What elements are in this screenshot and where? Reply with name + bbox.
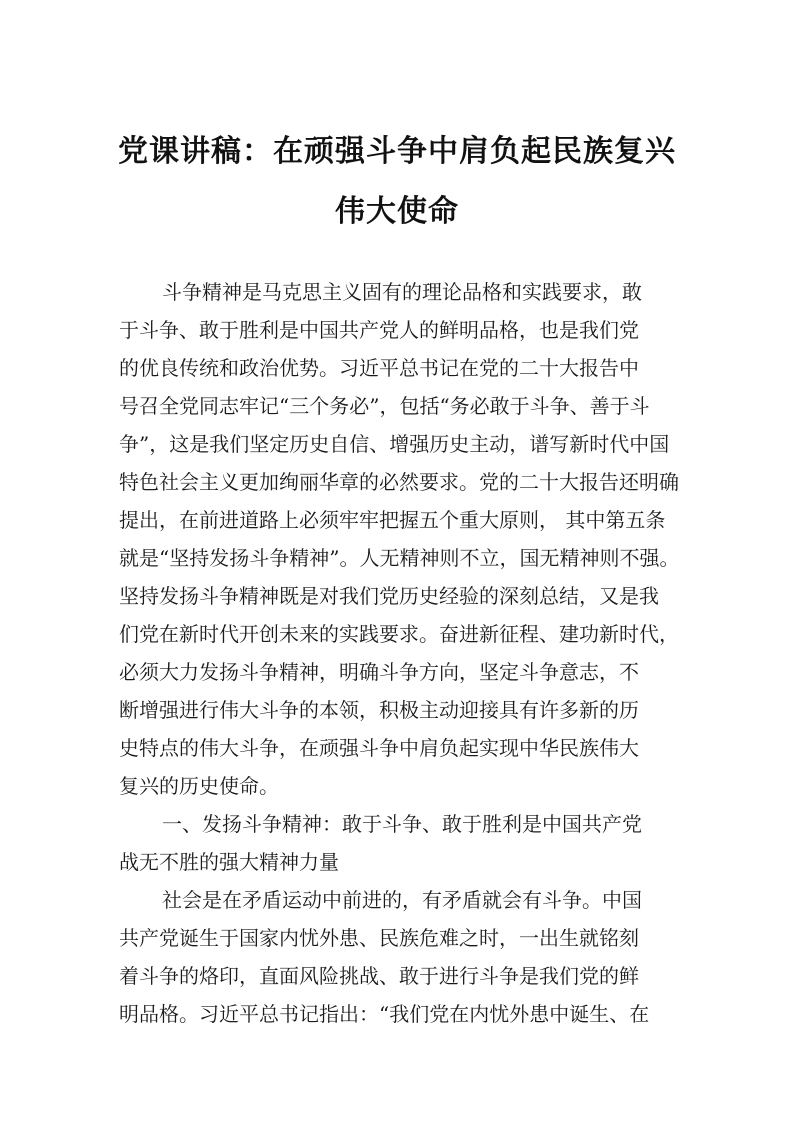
paragraph-line: 复兴的历史使命。 bbox=[119, 774, 279, 798]
section-heading-line: 战无不胜的强大精神力量 bbox=[119, 850, 339, 874]
paragraph-line: 的优良传统和政治优势。习近平总书记在党的二十大报告中 bbox=[119, 356, 639, 380]
paragraph-line: 于斗争、敢于胜利是中国共产党人的鲜明品格，也是我们党 bbox=[119, 318, 639, 342]
paragraph-line: 明品格。习近平总书记指出：“我们党在内忧外患中诞生、在 bbox=[119, 1002, 650, 1026]
paragraph-line: 们党在新时代开创未来的实践要求。奋进新征程、建功新时代， bbox=[119, 622, 679, 646]
document-title-line-1: 党课讲稿：在顽强斗争中肩负起民族复兴 bbox=[118, 134, 676, 169]
paragraph-line: 就是“坚持发扬斗争精神”。人无精神则不立，国无精神则不强。 bbox=[119, 546, 680, 570]
document-title-line-2: 伟大使命 bbox=[335, 194, 459, 229]
paragraph-line: 社会是在矛盾运动中前进的，有矛盾就会有斗争。中国 bbox=[162, 888, 642, 912]
paragraph-line: 提出，在前进道路上必须牢牢把握五个重大原则， 其中第五条 bbox=[119, 508, 666, 532]
paragraph-line: 断增强进行伟大斗争的本领，积极主动迎接具有许多新的历 bbox=[119, 698, 639, 722]
paragraph-line: 必须大力发扬斗争精神，明确斗争方向，坚定斗争意志，不 bbox=[119, 660, 639, 684]
paragraph-line: 史特点的伟大斗争，在顽强斗争中肩负起实现中华民族伟大 bbox=[119, 736, 639, 760]
paragraph-line: 争”，这是我们坚定历史自信、增强历史主动，谱写新时代中国 bbox=[119, 432, 670, 456]
paragraph-line: 特色社会主义更加绚丽华章的必然要求。党的二十大报告还明确 bbox=[119, 470, 679, 494]
paragraph-line: 斗争精神是马克思主义固有的理论品格和实践要求，敢 bbox=[162, 280, 642, 304]
paragraph-line: 号召全党同志牢记“三个务必”，包括“务必敢于斗争、善于斗 bbox=[119, 394, 650, 418]
paragraph-line: 共产党诞生于国家内忧外患、民族危难之时，一出生就铭刻 bbox=[119, 926, 639, 950]
paragraph-line: 坚持发扬斗争精神既是对我们党历史经验的深刻总结，又是我 bbox=[119, 584, 659, 608]
paragraph-line: 着斗争的烙印，直面风险挑战、敢于进行斗争是我们党的鲜 bbox=[119, 964, 639, 988]
section-heading-line: 一、发扬斗争精神：敢于斗争、敢于胜利是中国共产党 bbox=[162, 812, 642, 836]
